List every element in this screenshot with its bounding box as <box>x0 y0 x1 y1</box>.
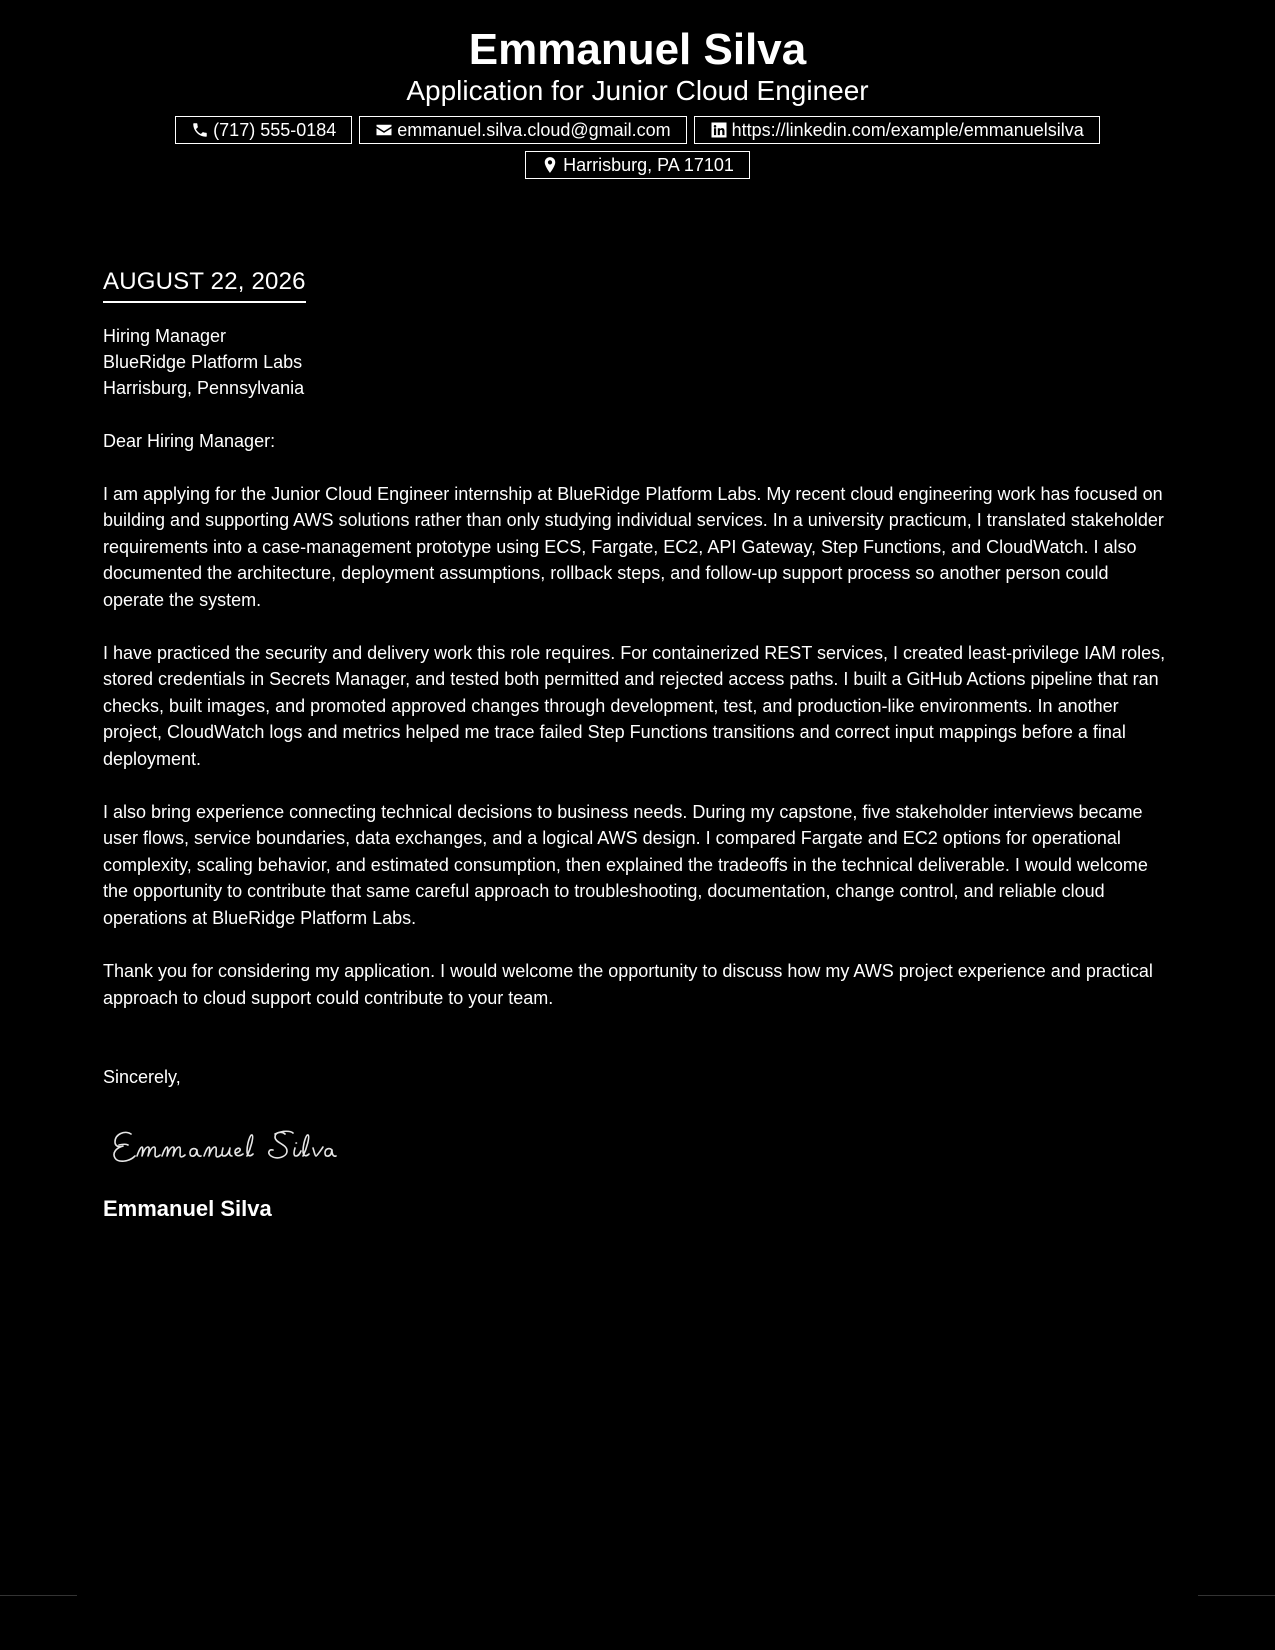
application-subtitle: Application for Junior Cloud Engineer <box>406 75 869 106</box>
linkedin-icon <box>710 121 728 139</box>
contact-phone-text: (717) 555-0184 <box>213 120 337 140</box>
recipient-company: BlueRidge Platform Labs <box>103 352 303 372</box>
footer-rule-left <box>0 1595 77 1596</box>
contact-location <box>525 151 750 179</box>
letter-body <box>103 265 1168 1223</box>
contact-email-text: emmanuel.silva.cloud@gmail.com <box>397 120 671 140</box>
body-paragraph: Thank you for considering my application. I would welcome the opportunity to discuss how my AWS project experience and practical approach to cloud support could contribute to your team. <box>103 961 1153 1008</box>
closing: Sincerely, <box>103 1066 181 1087</box>
footer-rule-right <box>1198 1595 1275 1596</box>
envelope-icon <box>375 121 393 139</box>
contact-phone[interactable] <box>175 116 352 144</box>
letter-date: AUGUST 22, 2026 <box>103 265 306 303</box>
body-paragraph: I have practiced the security and delivery work this role requires. For containerized REST services, I created least-privilege IAM roles, stored credentials in Secrets Manager, and tested both permitted and rejected access paths. I built a GitHub Actions pipeline that ran checks, built images, and promoted approved changes through development, test, and production-like environments. In another project, CloudWatch logs and metrics helped me trace failed Step Functions transitions and correct input mappings before a final deployment. <box>103 643 1166 769</box>
recipient-block <box>103 323 1168 401</box>
contact-linkedin[interactable] <box>694 116 1100 144</box>
recipient-title: Hiring Manager <box>103 326 227 346</box>
signer-name: Emmanuel Silva <box>103 1195 272 1221</box>
salutation: Dear Hiring Manager: <box>103 431 276 451</box>
contact-email[interactable] <box>359 116 686 144</box>
handwritten-signature <box>109 1112 369 1172</box>
contact-location-text: Harrisburg, PA 17101 <box>563 155 734 175</box>
letter-header <box>0 24 1275 179</box>
map-marker-icon <box>541 156 559 174</box>
applicant-name: Emmanuel Silva <box>468 25 807 74</box>
contact-bar <box>113 116 1163 179</box>
body-paragraph: I am applying for the Junior Cloud Engineer internship at BlueRidge Platform Labs. My recent cloud engineering work has focused on building and supporting AWS solutions rather than only studying individual services. In a university practicum, I translated stakeholder requirements into a case-management prototype using ECS, Fargate, EC2, API Gateway, Step Functions, and CloudWatch. I also documented the architecture, deployment assumptions, rollback steps, and follow-up support process so another person could operate the system. <box>103 484 1164 610</box>
body-paragraph: I also bring experience connecting technical decisions to business needs. During my capstone, five stakeholder interviews became user flows, service boundaries, data exchanges, and a logical AWS design. I compared Fargate and EC2 options for operational complexity, scaling behavior, and estimated consumption, then explained the tradeoffs in the technical deliverable. I would welcome the opportunity to contribute that same careful approach to troubleshooting, documentation, change control, and reliable cloud operations at BlueRidge Platform Labs. <box>103 802 1148 928</box>
contact-linkedin-text: https://linkedin.com/example/emmanuelsilva <box>731 120 1084 140</box>
phone-icon <box>191 121 209 139</box>
recipient-location: Harrisburg, Pennsylvania <box>103 378 305 398</box>
